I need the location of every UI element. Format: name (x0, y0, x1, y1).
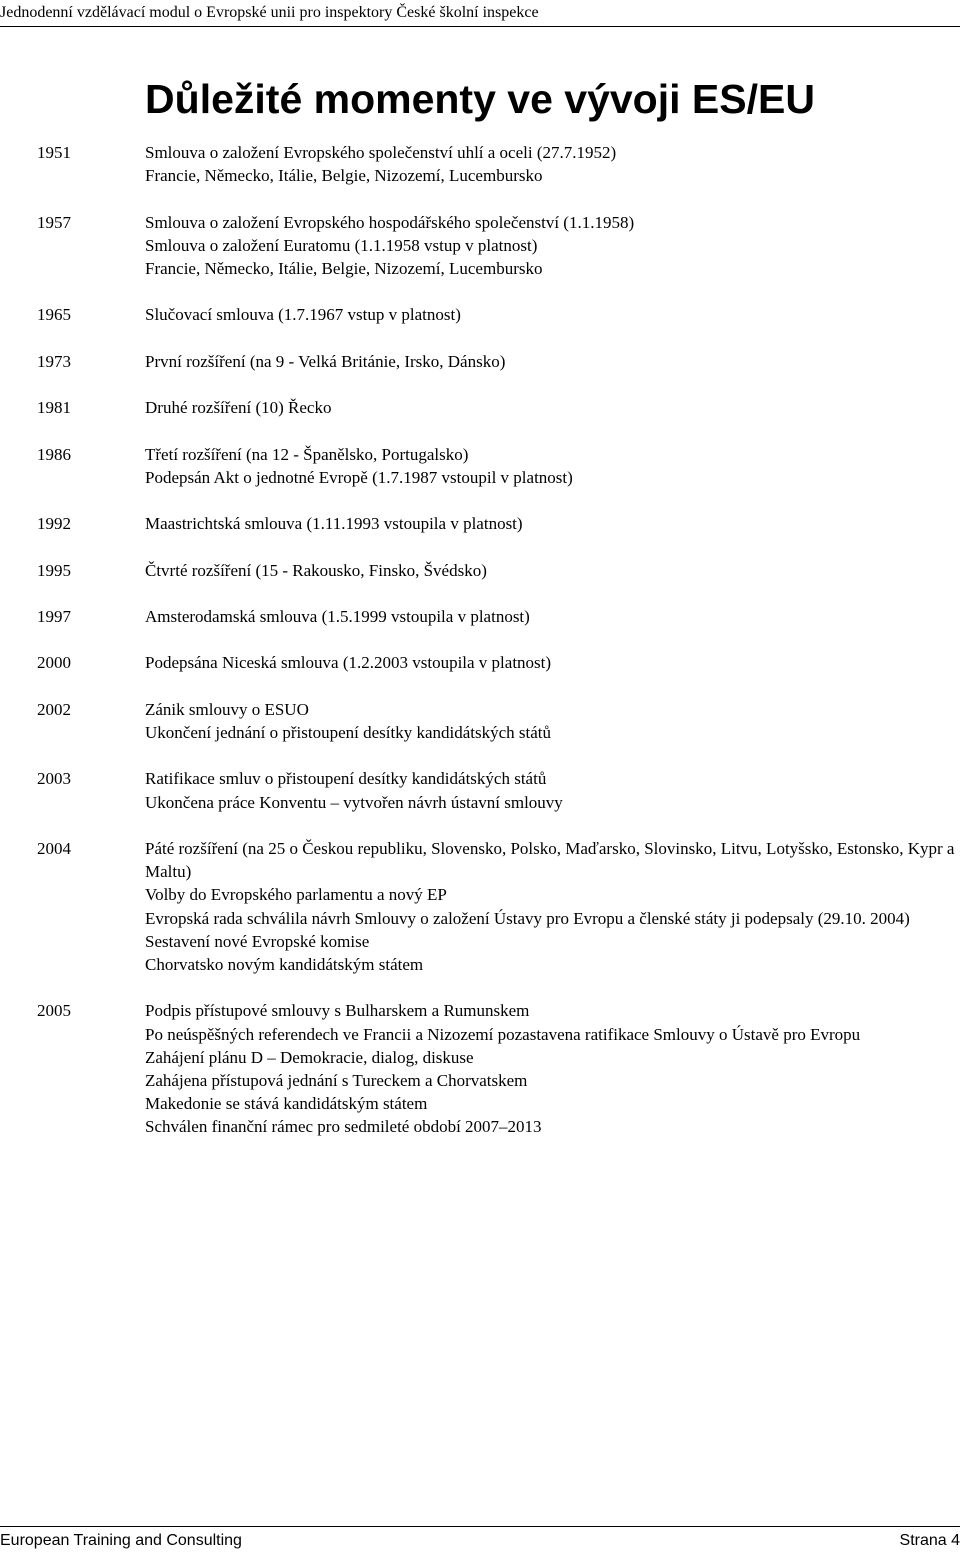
timeline-entry (37, 767, 960, 813)
timeline-year: 1992 (37, 514, 71, 534)
timeline-event: Chorvatsko novým kandidátským státem (145, 954, 424, 974)
timeline-events (145, 211, 960, 281)
timeline-year: 1973 (37, 351, 71, 371)
timeline (37, 141, 960, 1162)
timeline-event: Podepsána Niceská smlouva (1.2.2003 vstoupila v platnost) (145, 653, 552, 673)
timeline-entry (37, 559, 960, 582)
timeline-event: Smlouva o založení Evropského společenství uhlí a oceli (27.7.1952) (145, 143, 617, 162)
timeline-event: Druhé rozšíření (10) Řecko (145, 398, 332, 418)
page-footer (0, 1526, 960, 1551)
timeline-event: Amsterodamská smlouva (1.5.1999 vstoupila v platnost) (145, 606, 530, 626)
timeline-event: Ukončení jednání o přistoupení desítky kandidátských států (145, 722, 552, 742)
timeline-events (145, 767, 960, 813)
timeline-events (145, 651, 960, 674)
timeline-year: 2002 (37, 699, 71, 719)
timeline-event: Ukončena práce Konventu – vytvořen návrh ústavní smlouvy (145, 792, 563, 812)
timeline-events (145, 605, 960, 628)
page-title: Důležité momenty ve vývoji ES/EU (145, 76, 815, 122)
timeline-event: Maastrichtská smlouva (1.11.1993 vstoupila v platnost) (145, 514, 523, 534)
timeline-event: Po neúspěšných referendech ve Francii a Nizozemí pozastavena ratifikace Smlouvy o Ústavě pro Evropu (145, 1024, 861, 1044)
timeline-entry (37, 605, 960, 628)
timeline-events (145, 141, 960, 187)
timeline-event: Zahájena přístupová jednání s Tureckem a Chorvatskem (145, 1070, 528, 1090)
timeline-year: 1965 (37, 305, 71, 325)
timeline-events (145, 999, 960, 1138)
timeline-entry (37, 999, 960, 1138)
timeline-year: 1951 (37, 143, 71, 162)
timeline-events (145, 303, 960, 326)
timeline-entry (37, 837, 960, 976)
timeline-entry (37, 141, 960, 187)
timeline-event: Francie, Německo, Itálie, Belgie, Nizozemí, Lucembursko (145, 259, 543, 278)
timeline-events (145, 396, 960, 419)
timeline-event: Evropská rada schválila návrh Smlouvy o založení Ústavy pro Evropu a členské státy ji podepsaly (29.10. 2004) (145, 908, 910, 928)
timeline-event: Schválen finanční rámec pro sedmileté období 2007–2013 (145, 1117, 542, 1137)
timeline-entry (37, 211, 960, 281)
timeline-event: Třetí rozšíření (na 12 - Španělsko, Portugalsko) (145, 444, 469, 464)
timeline-events (145, 837, 960, 976)
timeline-year: 1981 (37, 398, 71, 418)
footer-page-number: Strana 4 (899, 1532, 960, 1549)
timeline-event: Volby do Evropského parlamentu a nový EP (145, 885, 447, 905)
timeline-event: Francie, Německo, Itálie, Belgie, Nizozemí, Lucembursko (145, 166, 543, 186)
timeline-event: Smlouva o založení Euratomu (1.1.1958 vstup v platnost) (145, 235, 538, 255)
timeline-entry (37, 396, 960, 419)
timeline-events (145, 512, 960, 535)
timeline-event: Páté rozšíření (na 25 o Českou republiku, Slovensko, Polsko, Maďarsko, Slovinsko, Litvu, Lotyšsko, Estonsko, Kypr a Maltu) (145, 838, 955, 882)
timeline-year: 1957 (37, 212, 71, 232)
timeline-entry (37, 698, 960, 744)
page-header-text: Jednodenní vzdělávací modul o Evropské unii pro inspektory České školní inspekce (0, 4, 539, 21)
timeline-year: 1986 (37, 444, 71, 464)
timeline-year: 2005 (37, 1001, 71, 1021)
timeline-events (145, 698, 960, 744)
timeline-year: 2003 (37, 769, 71, 789)
timeline-event: Podpis přístupové smlouvy s Bulharskem a Rumunskem (145, 1001, 530, 1021)
timeline-event: Makedonie se stává kandidátským státem (145, 1094, 428, 1114)
timeline-event: Ratifikace smluv o přistoupení desítky kandidátských států (145, 769, 547, 789)
timeline-entry (37, 443, 960, 489)
timeline-year: 2004 (37, 838, 71, 858)
timeline-events (145, 350, 960, 373)
timeline-event: První rozšíření (na 9 - Velká Británie, Irsko, Dánsko) (145, 351, 506, 371)
timeline-year: 2000 (37, 653, 71, 673)
page-header (0, 2, 960, 27)
timeline-event: Smlouva o založení Evropského hospodářského společenství (1.1.1958) (145, 212, 635, 232)
timeline-event: Zahájení plánu D – Demokracie, dialog, diskuse (145, 1047, 474, 1067)
timeline-event: Podepsán Akt o jednotné Evropě (1.7.1987 vstoupil v platnost) (145, 467, 573, 487)
footer-company: European Training and Consulting (0, 1532, 242, 1549)
timeline-event: Čtvrté rozšíření (15 - Rakousko, Finsko, Švédsko) (145, 560, 487, 580)
timeline-entry (37, 303, 960, 326)
timeline-event: Slučovací smlouva (1.7.1967 vstup v platnost) (145, 305, 461, 325)
timeline-event: Zánik smlouvy o ESUO (145, 699, 309, 719)
timeline-year: 1997 (37, 606, 71, 626)
timeline-events (145, 559, 960, 582)
timeline-events (145, 443, 960, 489)
timeline-event: Sestavení nové Evropské komise (145, 931, 370, 951)
timeline-year: 1995 (37, 560, 71, 580)
timeline-entry (37, 651, 960, 674)
timeline-entry (37, 512, 960, 535)
timeline-entry (37, 350, 960, 373)
